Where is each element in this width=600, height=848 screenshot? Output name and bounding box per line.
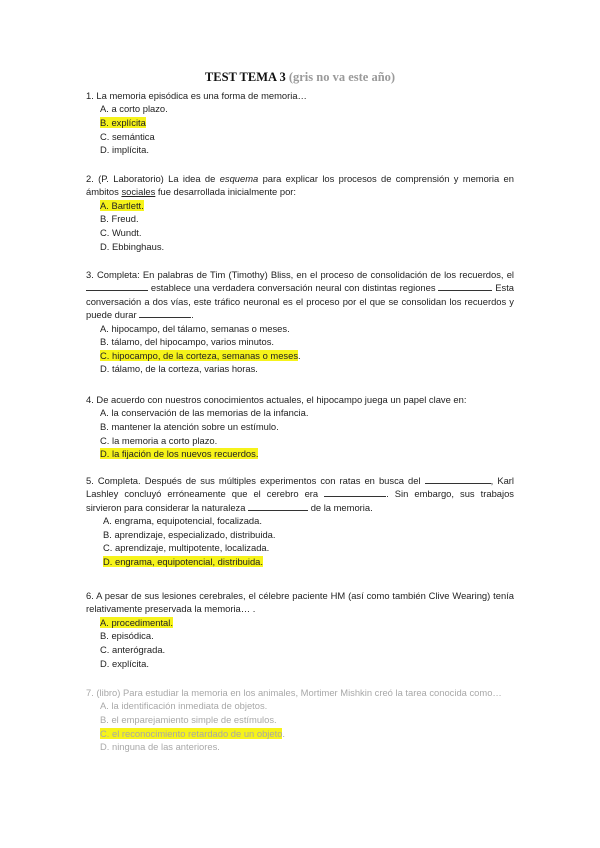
option-c: C. semántica: [100, 130, 155, 142]
option-a-correct: A. Bartlett.: [100, 199, 144, 211]
option-a: A. la conservación de las memorias de la infancia.: [100, 407, 309, 419]
option-d: D. explícita.: [100, 657, 149, 669]
option-b-correct: B. explícita: [100, 117, 146, 128]
page-title: [0, 70, 600, 85]
title-note: (gris no va este año): [288, 70, 396, 84]
fill-blank: [324, 487, 386, 497]
question-7: 7. (libro) Para estudiar la memoria en los animales, Mortimer Mishkin creó la tarea conocida como… A. la identificación inmediata de objetos. B. el emparejamiento simple de estímulos. C. el reconocimiento retardado de un objeto. D. ninguna de las anteriores.: [86, 686, 514, 754]
option-b: B. el emparejamiento simple de estímulos.: [100, 714, 277, 725]
option-b: B. aprendizaje, especializado, distribuida.: [103, 528, 276, 540]
option-b: B. tálamo, del hipocampo, varios minutos.: [100, 336, 275, 348]
option-a: A. hipocampo, del tálamo, semanas o meses.: [100, 322, 290, 334]
question-text: 7. (libro) Para estudiar la memoria en los animales, Mortimer Mishkin creó la tarea conocida como…: [86, 687, 502, 698]
question-text: 3. Completa: En palabras de Tim (Timothy) Bliss, en el proceso de consolidación de los recuerdos, el establece una verdadera conversación neural con distintas regiones Esta conversación a dos vías, este tráfico neuronal es el proceso por el que se consolidan los recuerdos y puede durar .: [86, 269, 515, 321]
fill-blank: [248, 501, 308, 511]
option-d-correct: D. engrama, equipotencial, distribuida.: [103, 556, 263, 567]
option-d-correct: D. la fijación de los nuevos recuerdos.: [100, 448, 259, 460]
title-main: TEST TEMA 3: [204, 70, 286, 84]
question-3: 3. Completa: En palabras de Tim (Timothy) Bliss, en el proceso de consolidación de los recuerdos, el establece una verdadera conversación neural con distintas regiones Esta conversación a dos vías, este tráfico neuronal es el proceso por el que se consolidan los recuerdos y puede durar . A. hipocampo, del tálamo, semanas o meses. B. tálamo, del hipocampo, varios minutos. C. hipocampo, de la corteza, semanas o meses. D. tálamo, de la corteza, varias horas.: [86, 269, 515, 375]
fill-blank: [425, 474, 491, 484]
option-a-correct: A. procedimental.: [100, 616, 173, 628]
fill-blank: [438, 281, 492, 291]
question-text: 2. (P. Laboratorio) La idea de esquema para explicar los procesos de comprensión y memoria en ámbitos sociales fue desarrollada inicialmente por:: [86, 173, 514, 198]
option-b: B. episódica.: [100, 630, 154, 642]
question-1: [86, 89, 514, 157]
option-d: D. ninguna de las anteriores.: [100, 741, 220, 753]
question-6: [86, 589, 514, 670]
option-c-correct: C. el reconocimiento retardado de un objeto: [100, 727, 283, 739]
option-d: D. Ebbinghaus.: [100, 240, 165, 252]
question-2: [86, 172, 514, 253]
option-a: A. engrama, equipotencial, focalizada.: [103, 515, 262, 527]
option-d: D. tálamo, de la corteza, varias horas.: [100, 363, 258, 375]
option-b: B. Freud.: [100, 213, 139, 225]
option-c: C. la memoria a corto plazo.: [100, 434, 218, 446]
question-text: 6. A pesar de sus lesiones cerebrales, el célebre paciente HM (así como también Clive Wearing) tenía relativamente preservada la memoria… .: [86, 590, 514, 615]
option-b: B. mantener la atención sobre un estímulo.: [100, 421, 279, 432]
fill-blank: [139, 308, 191, 318]
option-c: C. aprendizaje, multipotente, localizada.: [103, 542, 270, 554]
question-text: 4. De acuerdo con nuestros conocimientos actuales, el hipocampo juega un papel clave en:: [86, 394, 467, 405]
fill-blank: [86, 281, 148, 291]
question-text: 1. La memoria episódica es una forma de memoria…: [86, 90, 307, 101]
option-c: C. anterógrada.: [100, 644, 166, 655]
option-d: D. implícita.: [100, 144, 149, 156]
question-text: 5. Completa. Después de sus múltiples experimentos con ratas en busca del , Karl Lashley concluyó erróneamente que el cerebro era . Sin embargo, sus trabajos sirvieron para considerar la naturaleza de la memoria.: [86, 475, 514, 513]
question-5: [86, 474, 514, 569]
option-a: A. la identificación inmediata de objetos.: [100, 700, 268, 712]
option-a: A. a corto plazo.: [100, 103, 168, 115]
question-4: [86, 393, 514, 461]
option-c-correct: C. hipocampo, de la corteza, semanas o meses: [100, 349, 299, 361]
option-c: C. Wundt.: [100, 227, 142, 238]
